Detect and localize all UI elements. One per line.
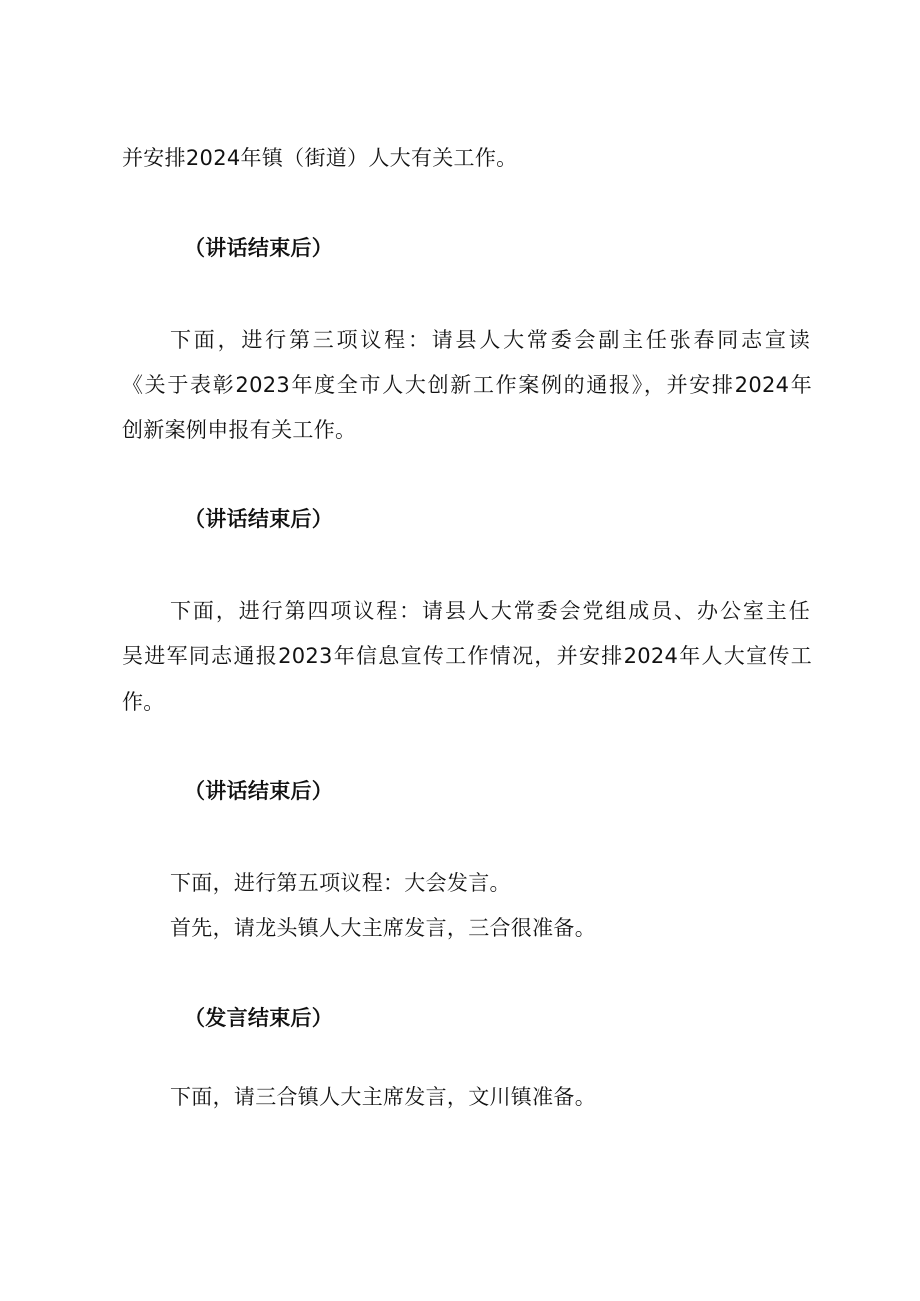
stage-direction: （讲话结束后） [184,507,334,531]
paragraph-line: 下面，请三合镇人大主席发言，文川镇准备。 [170,1085,596,1109]
paragraph-line: 并安排2024年镇（街道）人大有关工作。 [122,146,518,170]
paragraph-line: 下面，进行第五项议程：大会发言。 [170,871,511,895]
stage-direction: （讲话结束后） [184,236,334,260]
paragraph-line: 首先，请龙头镇人大主席发言，三合很准备。 [170,916,596,940]
paragraph-line: 作。 [122,690,165,714]
paragraph-line: 创新案例申报有关工作。 [122,418,357,442]
paragraph-line: 下面，进行第四项议程：请县人大常委会党组成员、办公室主任 [170,599,810,623]
stage-direction: （发言结束后） [184,1006,334,1030]
paragraph-line: 下面，进行第三项议程：请县人大常委会副主任张春同志宣读 [170,328,810,352]
stage-direction: （讲话结束后） [184,779,334,803]
paragraph-line: 《关于表彰2023年度全市人大创新工作案例的通报》，并安排2024年 [122,373,812,397]
paragraph-line: 吴进军同志通报2023年信息宣传工作情况，并安排2024年人大宣传工 [122,644,812,668]
